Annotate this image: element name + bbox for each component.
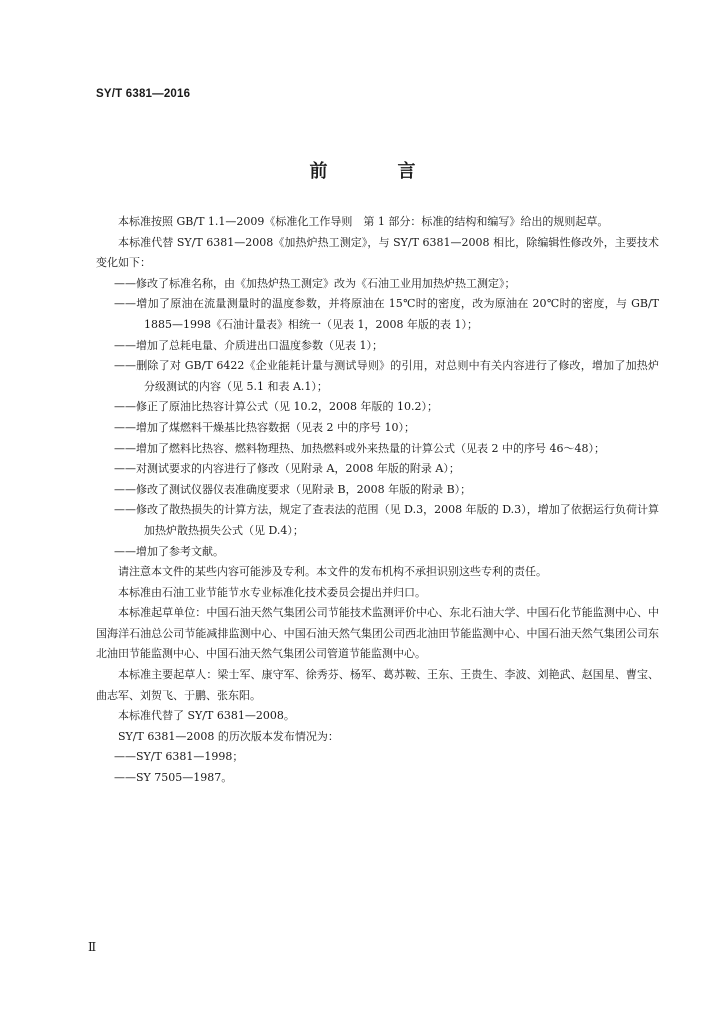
list-item: ——增加了原油在流量测量时的温度参数，并将原油在 15℃时的密度，改为原油在 20℃时的密度，与 GB/T 1885—1998《石油计量表》相统一（见表 1，2008 年版的表 1）； [114,297,659,331]
page-title: 前 言 [309,161,442,182]
list-item: ——对测试要求的内容进行了修改（见附录 A，2008 年版的附录 A）； [114,462,460,476]
list-item: ——删除了对 GB/T 6422《企业能耗计量与测试导则》的引用，对总则中有关内容进行了修改，增加了加热炉分级测试的内容（见 5.1 和表 A.1）； [114,359,659,393]
history-intro: SY/T 6381—2008 的历次版本发布情况为： [118,729,339,743]
technical-changes-list [96,274,659,562]
list-item: ——增加了燃料比热容、燃料物理热、加热燃料或外来热量的计算公式（见表 2 中的序号 46～48）； [114,441,605,455]
paragraph: 本标准按照 GB/T 1.1—2009《标准化工作导则 第 1 部分：标准的结构和编写》给出的规则起草。 [118,215,609,228]
drafting-units: 本标准起草单位：中国石油天然气集团公司节能技术监测评价中心、东北石油大学、中国石化节能监测中心、中国海洋石油总公司节能减排监测中心、中国石油天然气集团公司西北油田节能监测中心、中国石油天然气集团公司东北油田节能监测中心、中国石油天然气集团公司管道节能监测中心。 [96,606,659,661]
list-item: ——SY/T 6381—1998； [114,750,244,764]
standard-code: SY/T 6381—2016 [96,88,191,100]
replacement-statement: 本标准代替了 SY/T 6381—2008。 [118,709,295,723]
list-item: ——增加了参考文献。 [114,544,224,558]
patent-notice: 请注意本文件的某些内容可能涉及专利。本文件的发布机构不承担识别这些专利的责任。 [118,565,547,579]
paragraph: 本标准代替 SY/T 6381—2008《加热炉热工测定》，与 SY/T 6381—2008 相比，除编辑性修改外，主要技术变化如下： [96,235,659,270]
list-item: ——修改了散热损失的计算方法，规定了查表法的范围（见 D.3，2008 年版的 D.3），增加了依据运行负荷计算加热炉散热损失公式（见 D.4）； [114,503,659,537]
proposer-statement: 本标准由石油工业节能节水专业标准化技术委员会提出并归口。 [118,585,426,599]
page-number: Ⅱ [88,940,97,954]
document-body [96,212,659,789]
drafters: 本标准主要起草人：梁士军、康守军、徐秀芬、杨军、葛苏鞍、王东、王贵生、李波、刘艳武、赵国星、曹宝、曲志军、刘贺飞、于鹏、张东阳。 [96,668,659,702]
version-history-list [96,747,659,788]
list-item: ——修改了标准名称，由《加热炉热工测定》改为《石油工业用加热炉热工测定》； [114,276,516,290]
list-item: ——增加了总耗电量、介质进出口温度参数（见表 1）； [114,338,383,352]
list-item: ——修改了测试仪器仪表准确度要求（见附录 B，2008 年版的附录 B）； [114,482,472,496]
list-item: ——增加了煤燃料干燥基比热容数据（见表 2 中的序号 10）； [114,420,415,434]
list-item: ——修正了原油比热容计算公式（见 10.2，2008 年版的 10.2）； [114,400,438,414]
list-item: ——SY 7505—1987。 [114,771,233,785]
